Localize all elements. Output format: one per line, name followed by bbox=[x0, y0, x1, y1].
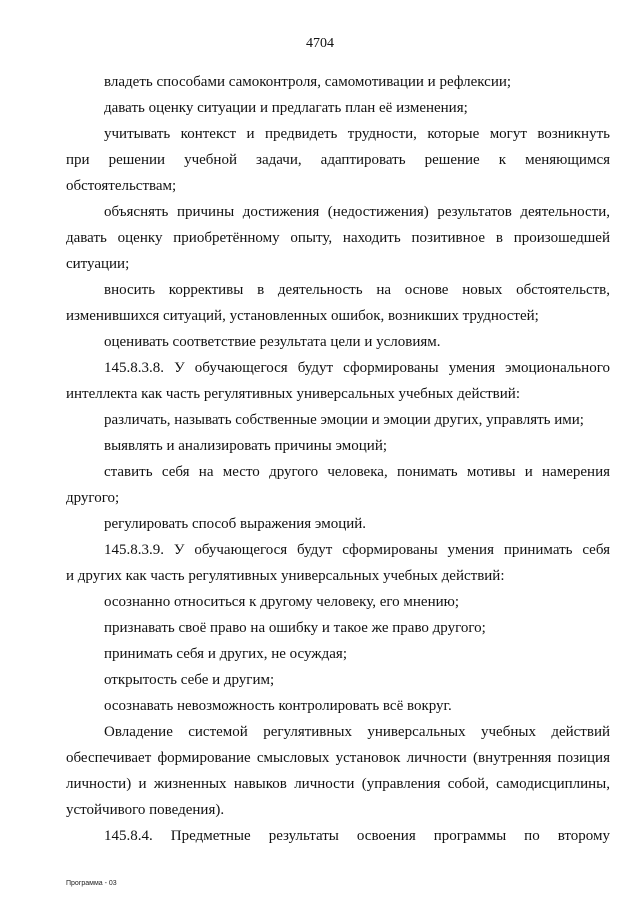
text-line: признавать своё право на ошибку и такое же право другого; bbox=[104, 620, 486, 636]
text-line: личности) и жизненных навыков личности (управления собой, самодисциплины, bbox=[66, 776, 610, 792]
text-line: оценивать соответствие результата цели и условиям. bbox=[104, 334, 441, 350]
text-line: устойчивого поведения). bbox=[66, 802, 225, 818]
text-line: при решении учебной задачи, адаптировать решение к меняющимся bbox=[66, 152, 610, 168]
text-line: принимать себя и других, не осуждая; bbox=[104, 646, 348, 662]
section-heading-145-8-3-9: 145.8.3.9. У обучающегося будут сформированы умения принимать себя bbox=[104, 542, 610, 558]
text-line: объяснять причины достижения (недостижения) результатов деятельности, bbox=[104, 204, 610, 220]
text-line: изменившихся ситуаций, установленных ошибок, возникших трудностей; bbox=[66, 308, 539, 324]
footer-label: Программа - 03 bbox=[66, 880, 117, 887]
text-line: давать оценку приобретённому опыту, находить позитивное в произошедшей bbox=[66, 230, 610, 246]
text-line: осознавать невозможность контролировать всё вокруг. bbox=[104, 698, 452, 714]
text-line: открытость себе и другим; bbox=[104, 672, 275, 688]
text-line: другого; bbox=[66, 490, 120, 506]
text-line: различать, называть собственные эмоции и эмоции других, управлять ими; bbox=[104, 412, 584, 428]
text-line: учитывать контекст и предвидеть трудности, которые могут возникнуть bbox=[104, 126, 610, 142]
text-line: давать оценку ситуации и предлагать план её изменения; bbox=[104, 100, 468, 116]
text-line: осознанно относиться к другому человеку, его мнению; bbox=[104, 594, 460, 610]
page-number: 4704 bbox=[306, 36, 334, 51]
text-line: вносить коррективы в деятельность на основе новых обстоятельств, bbox=[104, 282, 610, 298]
text-line: Овладение системой регулятивных универсальных учебных действий bbox=[104, 724, 610, 740]
text-line: ставить себя на место другого человека, понимать мотивы и намерения bbox=[104, 464, 610, 480]
section-heading-145-8-3-8: 145.8.3.8. У обучающегося будут сформированы умения эмоционального bbox=[104, 360, 610, 376]
text-line: владеть способами самоконтроля, самомотивации и рефлексии; bbox=[104, 74, 512, 90]
section-heading-145-8-4: 145.8.4. Предметные результаты освоения программы по второму bbox=[104, 828, 610, 844]
text-line: ситуации; bbox=[66, 256, 130, 272]
text-line: регулировать способ выражения эмоций. bbox=[104, 516, 367, 532]
text-line: и других как часть регулятивных универсальных учебных действий: bbox=[66, 568, 505, 584]
text-line: обеспечивает формирование смысловых установок личности (внутренняя позиция bbox=[66, 750, 610, 766]
text-line: выявлять и анализировать причины эмоций; bbox=[104, 438, 388, 454]
text-line: интеллекта как часть регулятивных универсальных учебных действий: bbox=[66, 386, 520, 402]
text-line: обстоятельствам; bbox=[66, 178, 177, 194]
